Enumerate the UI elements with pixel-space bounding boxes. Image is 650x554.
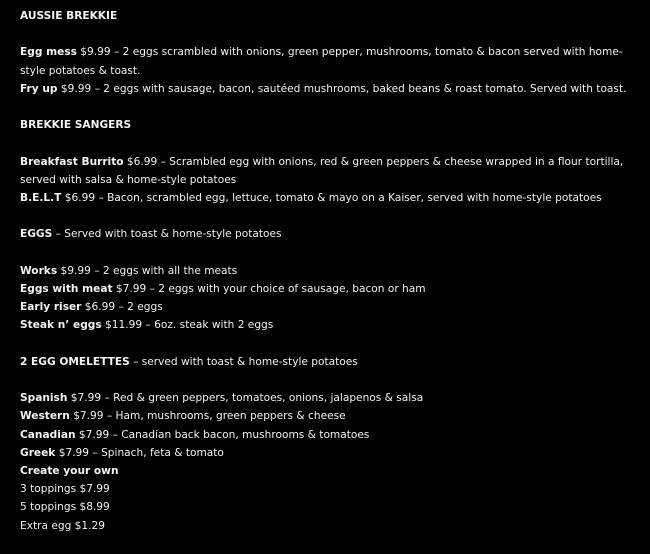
- menu-item-description: $9.99 – 2 eggs scrambled with onions, green pepper, mushrooms, tomato & bacon served with home-style potatoes & toast.: [20, 46, 623, 77]
- section-heading-label: 2 EGG OMELETTES: [20, 355, 130, 368]
- spacer: [20, 371, 638, 389]
- menu-item-name: Greek: [20, 446, 56, 459]
- menu-item-description: $11.99 – 6oz. steak with 2 eggs: [101, 319, 274, 332]
- menu-item-works: [20, 262, 638, 280]
- topping-option-extra-egg: Extra egg $1.29: [20, 519, 105, 532]
- menu-item-name: Egg mess: [20, 46, 77, 59]
- menu-item-name: Spanish: [20, 392, 68, 405]
- spacer: [20, 244, 638, 262]
- create-your-own-label: Create your own: [20, 464, 119, 477]
- spacer: [20, 25, 638, 43]
- menu-item-canadian: [20, 426, 638, 444]
- spacer: [20, 134, 638, 152]
- topping-option-3-toppings: 3 toppings $7.99: [20, 483, 110, 496]
- spacer: [20, 335, 638, 353]
- menu-item-name: Eggs with meat: [20, 282, 113, 295]
- spacer: [20, 98, 638, 116]
- menu-item-name: Western: [20, 410, 70, 423]
- menu-item-egg-mess: [20, 43, 638, 79]
- menu-item-fry-up: [20, 80, 638, 98]
- menu-item-greek: [20, 444, 638, 462]
- spacer: [20, 207, 638, 225]
- section-heading-omelettes: [20, 353, 638, 371]
- menu-item-name: Breakfast Burrito: [20, 155, 124, 168]
- menu-item-name: Canadian: [20, 428, 76, 441]
- topping-option-5-toppings: 5 toppings $8.99: [20, 501, 110, 514]
- menu: [20, 7, 638, 535]
- menu-item-description: $6.99 – 2 eggs: [81, 301, 163, 314]
- menu-item-description: $9.99 – 2 eggs with sausage, bacon, sautéed mushrooms, baked beans & roast tomato. Served with toast.: [57, 82, 627, 95]
- menu-item-name: B.E.L.T: [20, 191, 62, 204]
- menu-item-description: $7.99 – Red & green peppers, tomatoes, onions, jalapenos & salsa: [67, 392, 424, 405]
- section-heading-label: EGGS: [20, 228, 53, 241]
- menu-item-description: $9.99 – 2 eggs with all the meats: [57, 264, 238, 277]
- menu-item-name: Steak n’ eggs: [20, 319, 102, 332]
- menu-item-breakfast-burrito: [20, 153, 638, 189]
- section-heading-brekkie-sangers: BREKKIE SANGERS: [20, 119, 132, 132]
- menu-item-name: Early riser: [20, 301, 82, 314]
- menu-item-early-riser: [20, 298, 638, 316]
- menu-item-name: Works: [20, 264, 58, 277]
- menu-item-eggs-with-meat: [20, 280, 638, 298]
- section-subheading: – served with toast & home-style potatoes: [129, 355, 358, 368]
- menu-item-western: [20, 407, 638, 425]
- menu-item-description: $7.99 – 2 eggs with your choice of sausage, bacon or ham: [112, 282, 426, 295]
- menu-item-description: $6.99 – Bacon, scrambled egg, lettuce, tomato & mayo on a Kaiser, served with home-style potatoes: [61, 191, 602, 204]
- menu-item-description: $7.99 – Canadian back bacon, mushrooms & tomatoes: [75, 428, 370, 441]
- menu-item-description: $7.99 – Spinach, feta & tomato: [55, 446, 224, 459]
- section-subheading: – Served with toast & home-style potatoes: [52, 228, 282, 241]
- menu-item-description: $7.99 – Ham, mushrooms, green peppers & cheese: [69, 410, 346, 423]
- section-heading-eggs: [20, 225, 638, 243]
- section-heading-aussie-brekkie: AUSSIE BREKKIE: [20, 10, 118, 22]
- menu-item-name: Fry up: [20, 82, 58, 95]
- menu-item-belt: [20, 189, 638, 207]
- menu-item-steak-n-eggs: [20, 316, 638, 334]
- menu-item-description: $6.99 – Scrambled egg with onions, red & green peppers & cheese wrapped in a flour tortilla, served with salsa & home-style potatoes: [20, 155, 624, 186]
- menu-item-spanish: [20, 389, 638, 407]
